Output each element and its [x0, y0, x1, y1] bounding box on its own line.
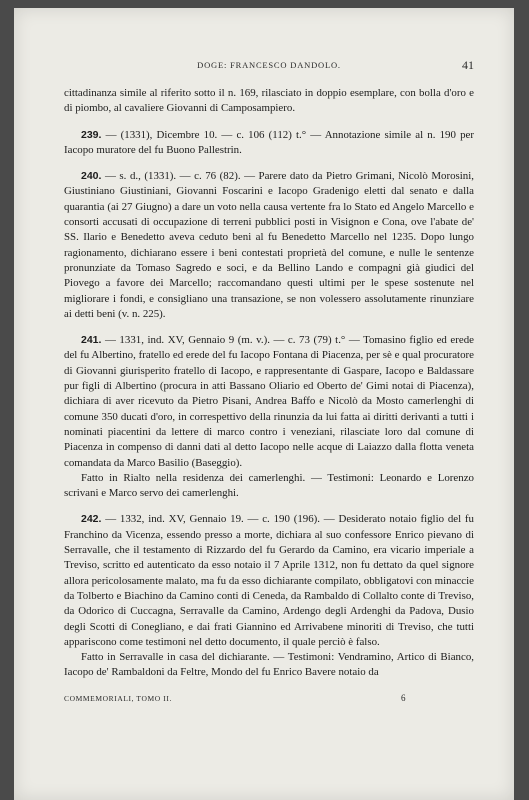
page-body: [64, 86, 474, 681]
page-header: [64, 60, 474, 74]
continuation-paragraph: cittadinanza simile al riferito sotto il n. 169, rilasciato in doppio esemplare, con bolla d'oro e di piombo, al cavaliere Giovanni di Camposampiero.: [64, 87, 474, 115]
entry-number: 239.: [81, 128, 102, 141]
entry-text: — (1331), Dicembre 10. — c. 106 (112) t.° — Annotazione simile al n. 190 per Iacopo muratore del fu Buono Pallestrin.: [64, 128, 474, 156]
entry-240: [64, 169, 474, 322]
running-title: DOGE: FRANCESCO DANDOLO.: [197, 60, 341, 70]
entry-242-note: Fatto in Serravalle in casa del dichiarante. — Testimoni: Vendramino, Artico di Bianco, Iacopo de' Rambaldoni da Feltre, Mondo del fu Enrico Bavere notaio da: [64, 651, 474, 679]
entry-text: — 1331, ind. XV, Gennaio 9 (m. v.). — c. 73 (79) t.° — Tomasino figlio ed erede del fu Albertino, fratello ed erede del fu Iacopo Fontana di Piacenza, per sè e qual procuratore di Giovanni giurisperito fratello di Iacopo, e rappresentante di Gaspare, Iacopo e Baldassare pur figli di Albertino (procura in atti Bassano Oliario ed Oberto de' Gimi notai di Piacenza), dichiara di aver ricevuto da Pietro Pisani, Andrea Baffo e Nicolò da Mosto camerlenghi di comune 350 ducati d'oro, in correspettivo della rinunzia da lui fatta ai diritti derivanti a tutti i nominati piacentini da lettere di marco contro i veneziani, rilasciate loro dal comune di Piacenza in compenso di danni dati al detto Iacopo nelle acque di Laiazzo dalla flotta veneta comandata da Marco Basilio (Baseggio).: [64, 334, 474, 469]
page-number: 41: [462, 58, 474, 72]
entry-242: [64, 512, 474, 650]
entry-239: [64, 128, 474, 159]
entry-text: — s. d., (1331). — c. 76 (82). — Parere dato da Pietro Grimani, Nicolò Morosini, Giustiniano Giustiniani, Giovanni Foscarini e Iacopo Gradenigo eletti dal senato e dalla quarantia (ai 27 Giugno) a dare un voto nella causa vertente fra lo Stato ed Angelo Marcello e consorti accusati di occupazione di terreni pubblici posti in Visignon e Cona, ove l'abate de' SS. Ilario e Benedetto aveva ceduto beni al fu Benedetto Marcello nel 1235. Dopo lungo ragionamento, dichiarano essere i beni contestati proprietà del comune, e nulle le sentenze pronunziate da Tomaso Sagredo e soci, e da Bellino Lando e compagni già giudici del Piovego a favore dei Marcello; raccomandano questi ultimi per le spese sostenute nel migliorare i fondi, e consigliano una transazione, se non volessero assolutamente rinunziare ai detti beni (v. n. 225).: [64, 170, 474, 320]
entry-241-note: Fatto in Rialto nella residenza dei camerlenghi. — Testimoni: Leonardo e Lorenzo scrivani e Marco servo dei camerlenghi.: [64, 471, 474, 500]
entry-text: — 1332, ind. XV, Gennaio 19. — c. 190 (196). — Desiderato notaio figlio del fu Franchino da Vicenza, essendo presso a morte, dichiara al suo confessore Enrico pievano di Serravalle, che il testamento di Rizzardo del fu Gerardo da Camino, era vicario imperiale a Treviso, scritto ed autenticato da esso notaio il 7 Aprile 1312, non fu dettato da quel signore allora pericolosamente malato, ma fu da esso dichiarante compilato, obbligatovi con minaccie da Tolberto e Biachino da Camino conti di Ceneda, da Rambaldo di Collalto conte di Treviso, da Odorico di Cuccagna, Serravalle da Camino, Ardengo degli Ardenghi da Padova, Dusio degli Scotti di Conegliano, e dai frati Giannino ed Arrivabene minoriti di Treviso, che tutti appariscono come testimoni nel detto documento, il quale perciò è falso.: [64, 513, 474, 648]
volume-title: COMMEMORIALI, TOMO II.: [64, 694, 172, 703]
entry-number: 242.: [81, 513, 102, 526]
entry-241: [64, 333, 474, 471]
signature-mark: 6: [401, 693, 406, 703]
entry-number: 241.: [81, 334, 102, 347]
entry-number: 240.: [81, 170, 102, 183]
page-footer: [64, 694, 474, 706]
book-page: [14, 8, 514, 800]
